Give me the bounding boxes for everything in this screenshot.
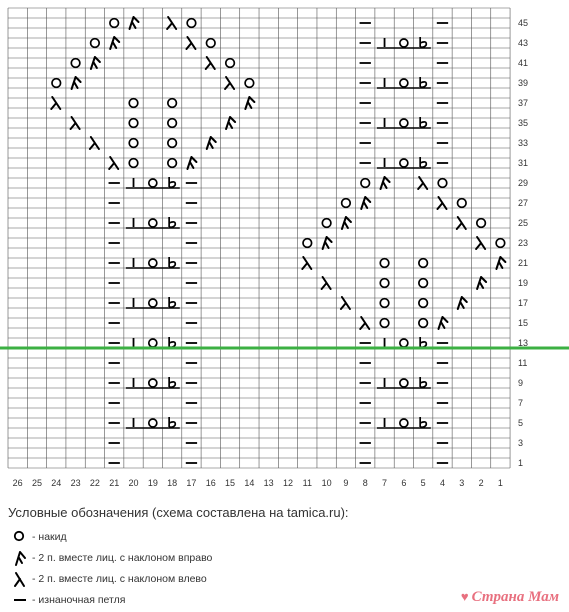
cable-b-mark	[420, 417, 426, 427]
column-label: 20	[128, 478, 139, 488]
cable-circle-mark	[149, 299, 157, 307]
yarn-over-mark	[91, 39, 100, 48]
right-decrease-mark	[496, 257, 505, 269]
yarn-over-mark	[322, 219, 331, 228]
left-decrease-mark	[418, 177, 427, 189]
row-label: 45	[518, 18, 529, 28]
legend-item-yarn-over	[8, 528, 568, 549]
right-decrease-mark	[381, 177, 390, 189]
legend-item-right-decrease	[8, 549, 568, 570]
row-label: 23	[518, 238, 529, 248]
cable-b-mark	[169, 257, 175, 267]
legend-item-left-decrease	[8, 570, 568, 591]
cable-b-mark	[169, 377, 175, 387]
left-decrease-mark	[225, 77, 234, 89]
yarn-over-mark	[168, 119, 177, 128]
divider-line	[0, 347, 569, 350]
cable-circle-mark	[400, 39, 408, 47]
cable-b-mark	[169, 417, 175, 427]
watermark	[461, 589, 559, 606]
cable-b-mark	[420, 157, 426, 167]
cable-circle-mark	[149, 179, 157, 187]
column-label: 12	[282, 478, 294, 488]
cable-circle-mark	[400, 159, 408, 167]
left-decrease-mark	[109, 157, 118, 169]
yarn-over-mark	[168, 99, 177, 108]
row-label: 43	[518, 38, 529, 48]
cable-b-mark	[169, 177, 175, 187]
yarn-over-mark	[496, 239, 505, 248]
column-label: 10	[321, 478, 332, 488]
row-label: 41	[518, 58, 529, 68]
cable-b-mark	[420, 337, 426, 347]
left-decrease-mark	[167, 17, 176, 29]
column-label: 19	[147, 478, 158, 488]
cable-b-mark	[420, 77, 426, 87]
cable-circle-mark	[400, 79, 408, 87]
right-decrease-mark	[207, 137, 216, 149]
yarn-over-mark	[206, 39, 215, 48]
yarn-over-mark	[457, 199, 466, 208]
left-decrease-mark	[206, 57, 215, 69]
row-label: 1	[518, 458, 524, 468]
right-decrease-mark	[226, 117, 235, 129]
row-label: 17	[518, 298, 529, 308]
row-label: 29	[518, 178, 529, 188]
column-label: 14	[244, 478, 255, 488]
column-label: 25	[31, 478, 42, 488]
row-label: 13	[518, 338, 529, 348]
right-decrease-mark	[342, 217, 351, 229]
left-decrease-mark	[437, 197, 446, 209]
cable-circle-mark	[149, 339, 157, 347]
right-decrease-mark	[91, 57, 100, 69]
heart-icon: ♥	[460, 589, 469, 604]
column-label: 26	[12, 478, 23, 488]
column-label: 23	[70, 478, 81, 488]
column-label: 21	[109, 478, 120, 488]
left-decrease-mark	[457, 217, 466, 229]
column-label: 4	[439, 478, 445, 488]
right-decrease-mark	[361, 197, 370, 209]
left-decrease-mark	[476, 237, 485, 249]
right-decrease-icon	[12, 549, 28, 567]
row-label: 21	[518, 258, 529, 268]
yarn-over-mark	[226, 59, 235, 68]
column-label: 9	[343, 478, 349, 488]
row-label: 33	[518, 138, 529, 148]
yarn-over-mark	[419, 319, 428, 328]
yarn-over-mark	[438, 179, 447, 188]
column-label: 22	[89, 478, 100, 488]
column-label: 24	[51, 478, 62, 488]
yarn-over-mark	[168, 159, 177, 168]
cable-b-mark	[420, 377, 426, 387]
yarn-over-mark	[380, 259, 389, 268]
column-label: 3	[459, 478, 465, 488]
yarn-over-mark	[419, 279, 428, 288]
column-label: 13	[263, 478, 274, 488]
column-label: 8	[362, 478, 368, 488]
column-label: 18	[167, 478, 178, 488]
row-label: 9	[518, 378, 524, 388]
row-label: 27	[518, 198, 529, 208]
row-label: 31	[518, 158, 529, 168]
row-label: 35	[518, 118, 529, 128]
yarn-over-mark	[168, 139, 177, 148]
cable-circle-mark	[400, 379, 408, 387]
right-decrease-mark	[110, 37, 119, 49]
row-label: 11	[518, 358, 528, 368]
left-decrease-mark	[90, 137, 99, 149]
right-decrease-mark	[323, 237, 332, 249]
right-decrease-mark	[245, 97, 254, 109]
cable-b-mark	[420, 117, 426, 127]
cable-b-mark	[420, 37, 426, 47]
left-decrease-mark	[71, 117, 80, 129]
left-decrease-mark	[341, 297, 350, 309]
yarn-over-mark	[419, 299, 428, 308]
cable-circle-mark	[149, 219, 157, 227]
cable-b-mark	[169, 297, 175, 307]
right-decrease-mark	[72, 77, 81, 89]
yarn-over-mark	[110, 19, 119, 28]
yarn-over-mark	[380, 299, 389, 308]
legend-text: - 2 п. вместе лиц. с наклоном влево	[32, 573, 207, 585]
yarn-over-mark	[303, 239, 312, 248]
yarn-over-mark	[71, 59, 80, 68]
legend-text: - накид	[32, 531, 67, 543]
legend-text: - 2 п. вместе лиц. с наклоном вправо	[32, 552, 213, 564]
cable-circle-mark	[400, 419, 408, 427]
yarn-over-mark	[380, 319, 389, 328]
row-label: 39	[518, 78, 529, 88]
cable-b-mark	[169, 337, 175, 347]
yarn-over-mark	[129, 119, 138, 128]
yarn-over-mark	[380, 279, 389, 288]
cable-circle-mark	[149, 419, 157, 427]
yarn-over-mark	[129, 159, 138, 168]
right-decrease-mark	[130, 17, 139, 29]
cable-circle-mark	[400, 119, 408, 127]
row-label: 25	[518, 218, 529, 228]
column-label: 11	[302, 478, 312, 488]
yarn-over-mark	[187, 19, 196, 28]
cable-circle-mark	[149, 259, 157, 267]
purl-stitch-icon	[12, 591, 28, 609]
legend-text: - изнаночная петля	[32, 594, 126, 606]
left-decrease-mark	[51, 97, 60, 109]
cable-circle-mark	[149, 379, 157, 387]
left-decrease-mark	[186, 37, 195, 49]
yarn-over-icon	[12, 528, 28, 546]
column-label: 2	[478, 478, 484, 488]
cable-circle-mark	[400, 339, 408, 347]
legend-title: Условные обозначения (схема составлена на tamica.ru):	[8, 505, 349, 520]
yarn-over-mark	[477, 219, 486, 228]
yarn-over-mark	[129, 139, 138, 148]
row-label: 37	[518, 98, 529, 108]
yarn-over-mark	[129, 99, 138, 108]
yarn-over-mark	[245, 79, 254, 88]
left-decrease-mark	[360, 317, 369, 329]
column-label: 7	[382, 478, 388, 488]
row-label: 15	[518, 318, 529, 328]
right-decrease-mark	[458, 297, 467, 309]
left-decrease-icon	[12, 570, 28, 588]
yarn-over-mark	[342, 199, 351, 208]
yarn-over-mark	[419, 259, 428, 268]
left-decrease-mark	[302, 257, 311, 269]
row-label: 19	[518, 278, 529, 288]
column-label: 6	[401, 478, 407, 488]
column-label: 17	[186, 478, 197, 488]
row-label: 7	[518, 398, 524, 408]
row-label: 5	[518, 418, 524, 428]
right-decrease-mark	[187, 157, 196, 169]
column-label: 1	[497, 478, 503, 488]
yarn-over-mark	[52, 79, 61, 88]
left-decrease-mark	[322, 277, 331, 289]
column-label: 5	[420, 478, 426, 488]
cable-b-mark	[169, 217, 175, 227]
row-label: 3	[518, 438, 524, 448]
right-decrease-mark	[477, 277, 486, 289]
watermark-text: Страна Мам	[471, 589, 559, 605]
column-label: 16	[205, 478, 216, 488]
right-decrease-mark	[438, 317, 447, 329]
yarn-over-mark	[361, 179, 370, 188]
column-label: 15	[225, 478, 236, 488]
